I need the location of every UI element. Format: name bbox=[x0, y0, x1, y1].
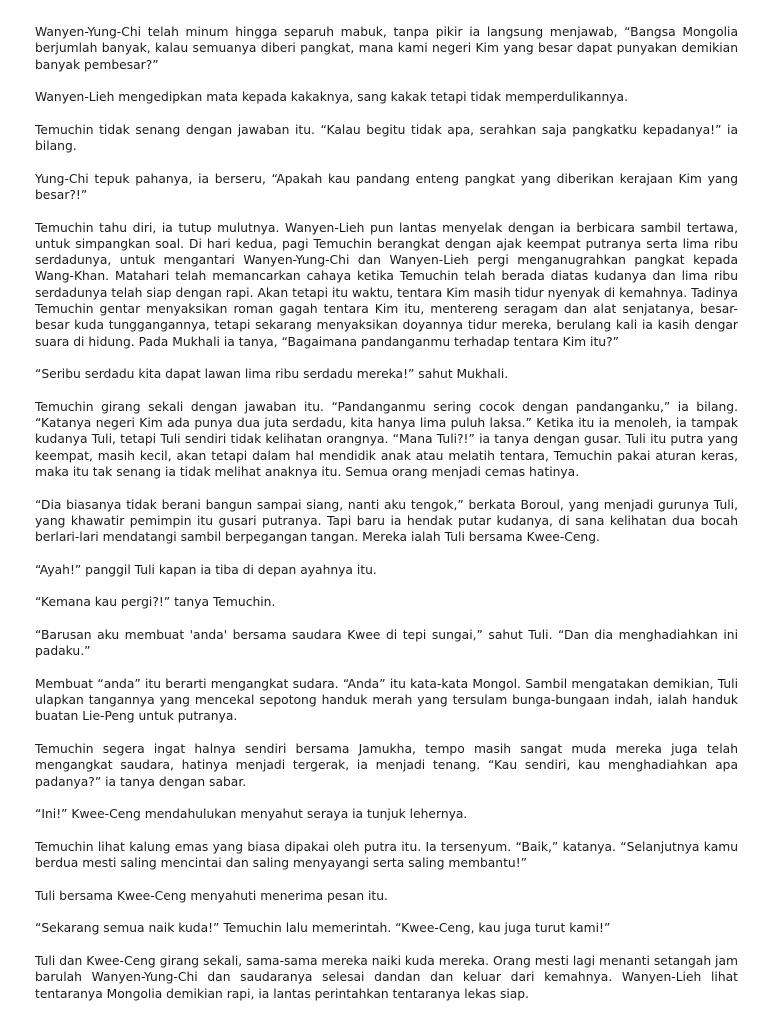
paragraph: Yung-Chi tepuk pahanya, ia berseru, “Apakah kau pandang enteng pangkat yang diberikan kerajaan Kim yang besar?!” bbox=[35, 171, 738, 202]
document-page bbox=[35, 24, 738, 1018]
paragraph: “Barusan aku membuat 'anda' bersama saudara Kwee di tepi sungai,” sahut Tuli. “Dan dia menghadiahkan ini padaku.” bbox=[35, 627, 738, 659]
paragraph: Temuchin tidak senang dengan jawaban itu. “Kalau begitu tidak apa, serahkan saja pangkatku kepadanya!” ia bilang. bbox=[35, 122, 738, 154]
paragraph: “Seribu serdadu kita dapat lawan lima ribu serdadu mereka!” sahut Mukhali. bbox=[35, 367, 509, 382]
paragraph: Temuchin girang sekali dengan jawaban itu. “Pandanganmu sering cocok dengan pandanganku,” ia bilang. “Katanya negeri Kim ada punya dua juta serdadu, kita hanya lima puluh laksa.” Ketika itu ia menoleh, ia tampak kudanya Tuli, tetapi Tuli sendiri tidak kelihatan orangnya. “Mana Tuli?!” ia tanya dengan gusar. Tuli itu putra yang keempat, masih kecil, akan tetapi dalam hal mendidik anak atau melatih tentara, Temuchin pakai aturan keras, maka itu tak senang ia tidak melihat anaknya itu. Semua orang menjadi cemas hatinya. bbox=[35, 399, 738, 480]
paragraph: Temuchin tahu diri, ia tutup mulutnya. Wanyen-Lieh pun lantas menyelak dengan ia berbicara sambil tertawa, untuk simpangkan soal. Di hari kedua, pagi Temuchin berangkat dengan ajak keempat putranya serta lima ribu serdadunya, untuk mengantari Wanyen-Yung-Chi dan Wanyen-Lieh pergi menganugrahkan pangkat kepada Wang-Khan. Matahari telah memancarkan cahaya ketika Temuchin telah berada diatas kudanya dan lima ribu serdadunya telah siap dengan rapi. Akan tetapi itu waktu, tentara Kim masih tidur nyenyak di kemahnya. Tadinya Temuchin gentar menyaksikan roman gagah tentara Kim itu, mentereng seragam dan alat senjatanya, besar-besar kuda tunggangannya, tetapi sekarang menyaksikan doyannya tidur mereka, berulang kali ia kasih dengar suara di hidung. Pada Mukhali ia tanya, “Bagaimana pandanganmu terhadap tentara Kim itu?” bbox=[35, 220, 738, 349]
paragraph: Wanyen-Yung-Chi telah minum hingga separuh mabuk, tanpa pikir ia langsung menjawab, “Bangsa Mongolia berjumlah banyak, kalau semuanya diberi pangkat, mana kami negeri Kim yang besar dapat punyakan demikian banyak pembesar?” bbox=[35, 25, 738, 72]
paragraph: Tuli dan Kwee-Ceng girang sekali, sama-sama mereka naiki kuda mereka. Orang mesti lagi menanti setangah jam barulah Wanyen-Yung-Chi dan saudaranya selesai dandan dan keluar dari kemahnya. Wanyen-Lieh lihat tentaranya Mongolia demikian rapi, ia lantas perintahkan tentaranya lekas siap. bbox=[35, 953, 738, 1001]
paragraph: Membuat “anda” itu berarti mengangkat sudara. “Anda” itu kata-kata Mongol. Sambil mengatakan demikian, Tuli ulapkan tangannya yang mencekal sepotong handuk merah yang tersulam bunga-bungaan indah, ialah handuk buatan Lie-Peng untuk putranya. bbox=[35, 676, 738, 724]
paragraph: “Ini!” Kwee-Ceng mendahulukan menyahut seraya ia tunjuk lehernya. bbox=[35, 807, 468, 822]
paragraph: Temuchin segera ingat halnya sendiri bersama Jamukha, tempo masih sangat muda mereka juga telah mengangkat saudara, hatinya menjadi tergerak, ia menjadi tenang. “Kau sendiri, kau menghadiahkan apa padanya?” ia tanya dengan sabar. bbox=[35, 742, 738, 789]
paragraph: “Dia biasanya tidak berani bangun sampai siang, nanti aku tengok,” berkata Boroul, yang menjadi gurunya Tuli, yang khawatir pemimpin itu gusari putranya. Tapi baru ia hendak putar kudanya, di sana kelihatan dua bocah berlari-lari mendatangi sambil berpegangan tangan. Mereka ialah Tuli bersama Kwee-Ceng. bbox=[35, 497, 738, 545]
paragraph: “Ayah!” panggil Tuli kapan ia tiba di depan ayahnya itu. bbox=[35, 562, 377, 577]
paragraph: “Sekarang semua naik kuda!” Temuchin lalu memerintah. “Kwee-Ceng, kau juga turut kami!” bbox=[35, 921, 611, 936]
paragraph: “Kemana kau pergi?!” tanya Temuchin. bbox=[35, 595, 276, 610]
paragraph: Wanyen-Lieh mengedipkan mata kepada kakaknya, sang kakak tetapi tidak memperdulikannya. bbox=[35, 90, 628, 105]
paragraph: Tuli bersama Kwee-Ceng menyahuti menerima pesan itu. bbox=[35, 888, 388, 903]
paragraph: Temuchin lihat kalung emas yang biasa dipakai oleh putra itu. Ia tersenyum. “Baik,” katanya. “Selanjutnya kamu berdua mesti saling mencintai dan saling menyayangi serta saling membantu!” bbox=[35, 839, 738, 871]
